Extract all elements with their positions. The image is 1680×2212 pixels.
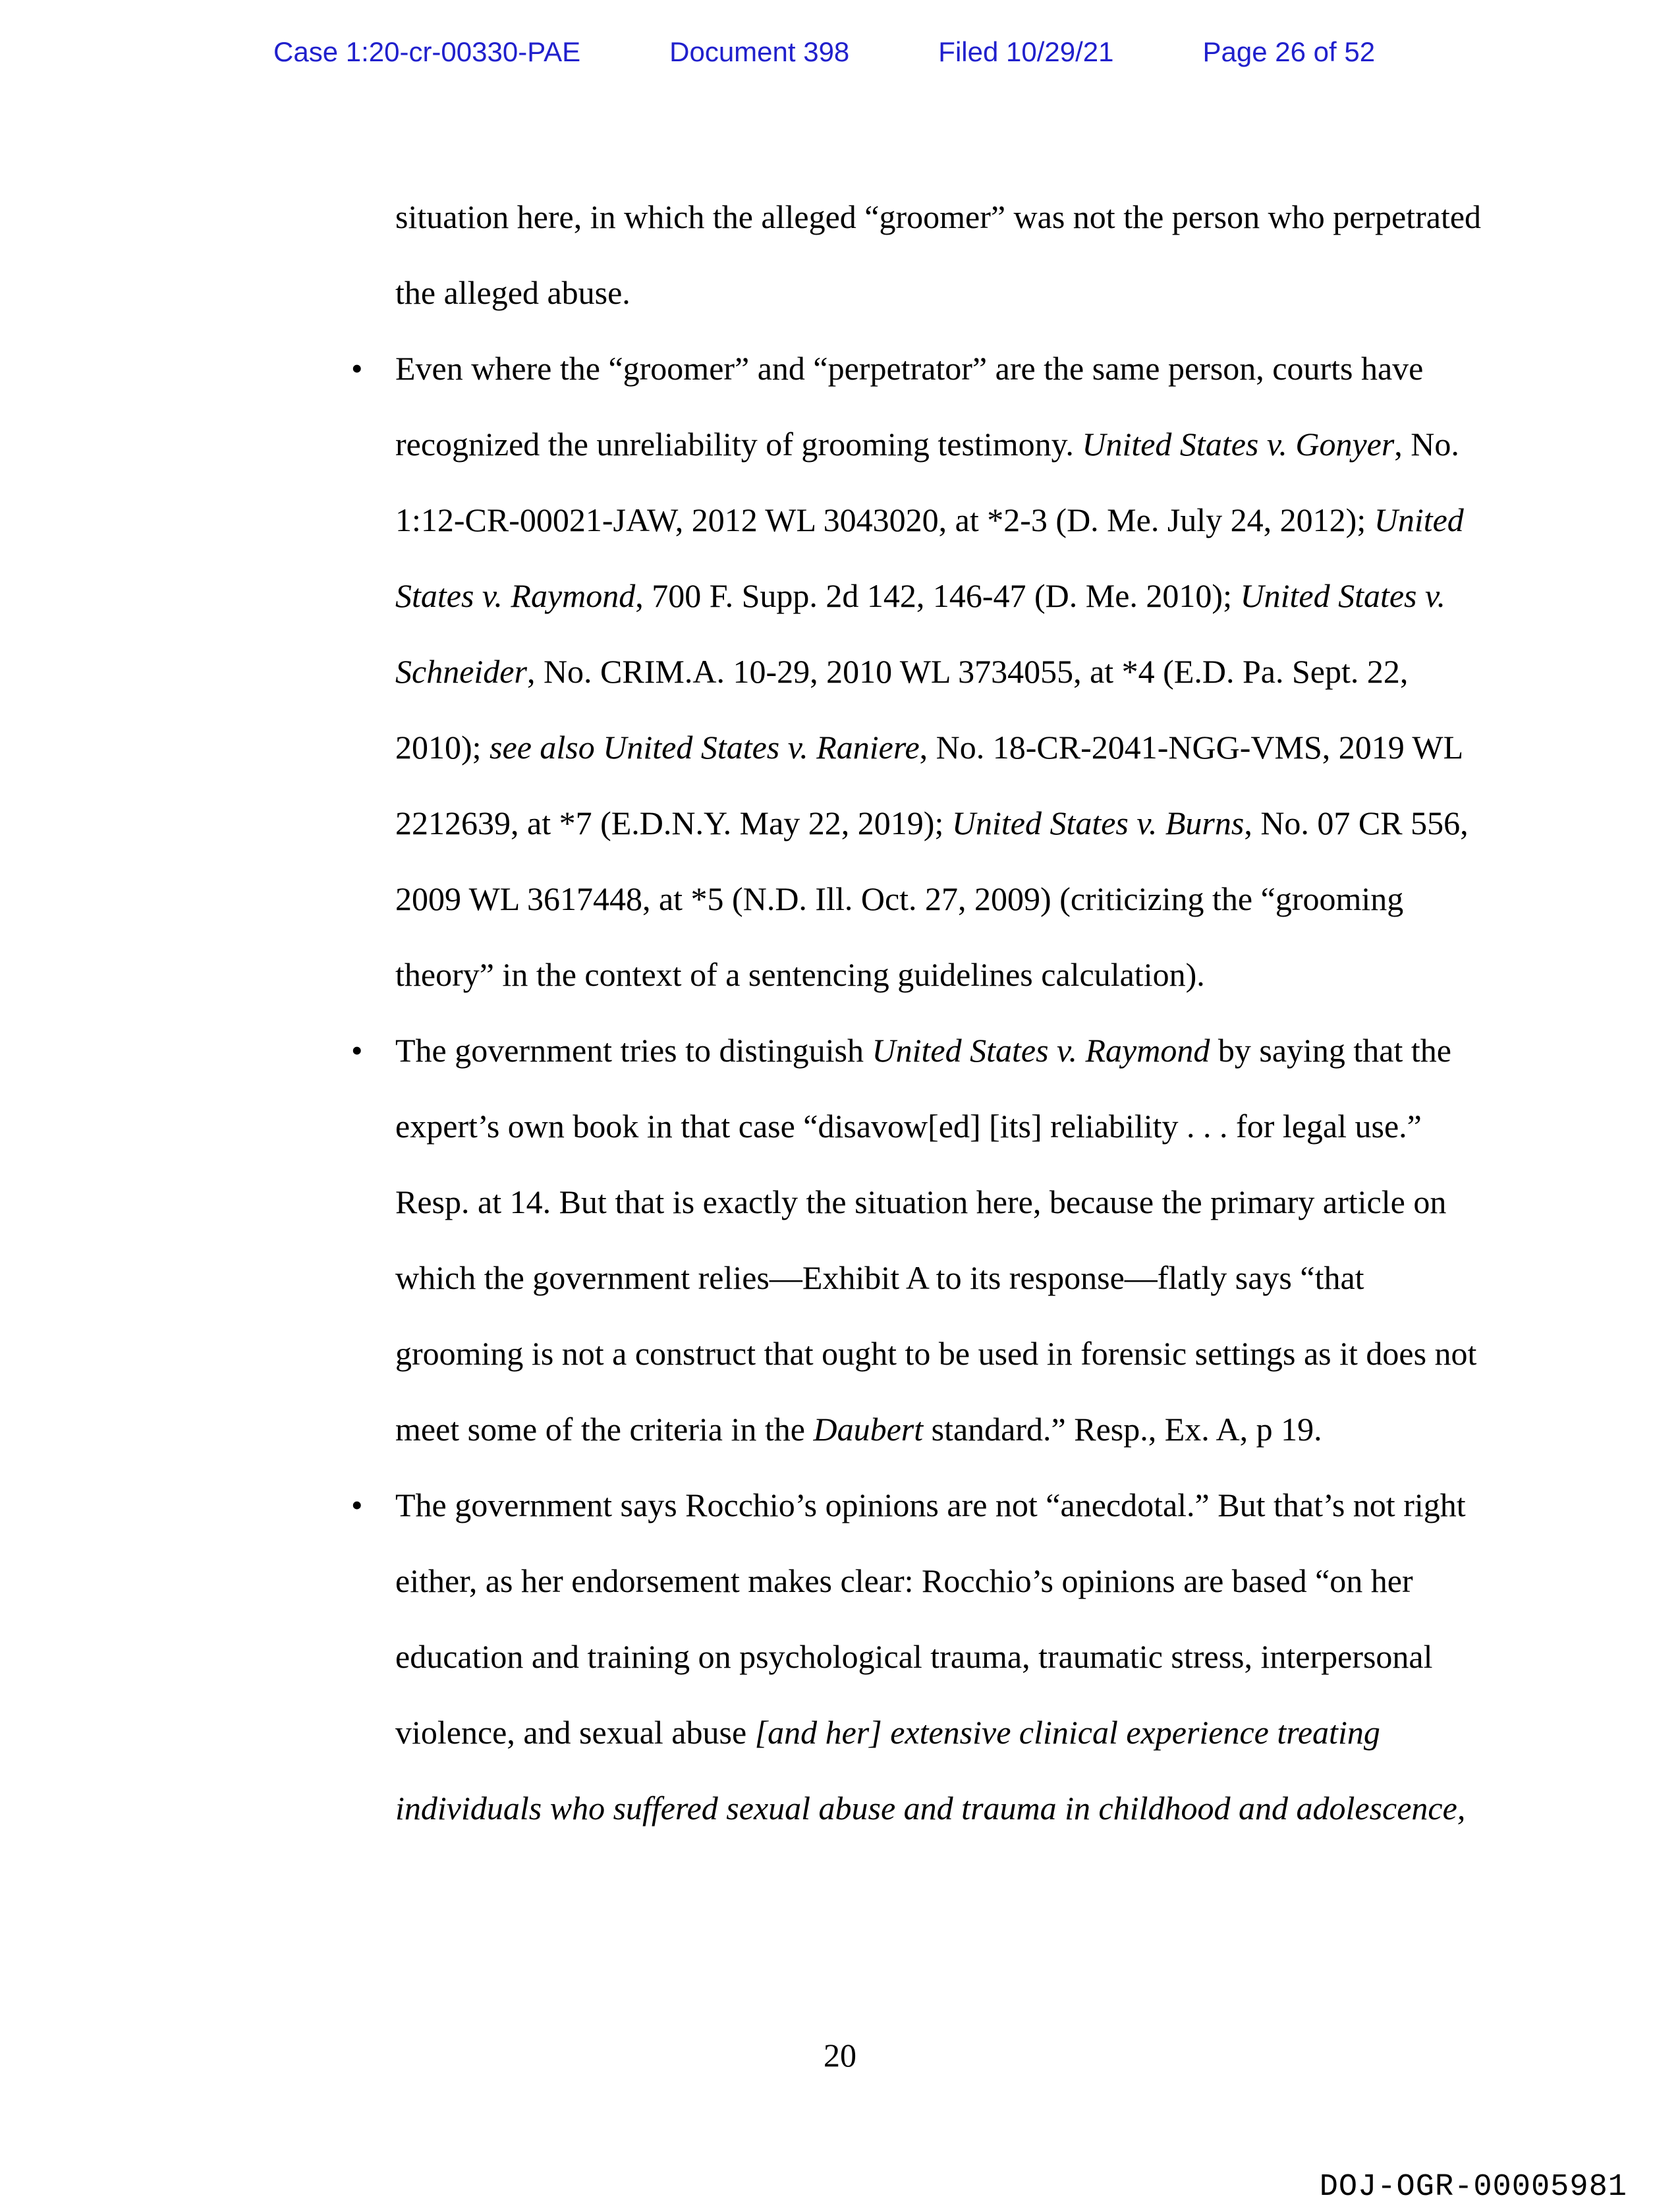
text-segment: grooming is not a construct that ought to be used in forensic settings as it does not xyxy=(395,1335,1477,1372)
text-segment: which the government relies—Exhibit A to its response—flatly says “that xyxy=(395,1259,1364,1296)
text-segment: 2212639, at *7 (E.D.N.Y. May 22, 2019); xyxy=(395,805,952,841)
italic-text-segment: Daubert xyxy=(813,1411,924,1448)
text-line xyxy=(395,1543,1515,1619)
text-line xyxy=(395,785,1515,861)
text-line xyxy=(395,1164,1515,1240)
italic-text-segment: individuals who suffered sexual abuse and trauma in childhood and adolescence, xyxy=(395,1790,1466,1827)
ecf-stamp-header xyxy=(273,37,1375,67)
text-segment: the alleged abuse. xyxy=(395,274,630,311)
filed-date: Filed 10/29/21 xyxy=(938,36,1114,67)
italic-text-segment: United States v. xyxy=(1240,577,1445,614)
text-line xyxy=(395,1771,1515,1846)
text-segment: violence, and sexual abuse xyxy=(395,1714,755,1751)
text-line xyxy=(395,558,1515,634)
italic-text-segment: United States v. Burns xyxy=(951,805,1245,841)
body-text xyxy=(351,179,1515,1846)
text-line xyxy=(395,1316,1515,1392)
text-line xyxy=(395,1695,1515,1771)
document-number: Document 398 xyxy=(669,36,850,67)
italic-text-segment: Schneider xyxy=(395,653,527,690)
text-line xyxy=(351,1013,1515,1089)
text-line xyxy=(395,1089,1515,1164)
page-number: 20 xyxy=(824,2037,856,2074)
text-line xyxy=(351,331,1515,407)
text-line xyxy=(395,179,1515,255)
text-segment: education and training on psychological trauma, traumatic stress, interpersonal xyxy=(395,1638,1433,1675)
text-segment: Even where the “groomer” and “perpetrator” are the same person, courts have xyxy=(395,350,1424,387)
italic-text-segment: United States v. Raymond xyxy=(872,1032,1210,1069)
text-segment: either, as her endorsement makes clear: Rocchio’s opinions are based “on her xyxy=(395,1562,1413,1599)
italic-text-segment: States v. Raymond xyxy=(395,577,636,614)
text-segment: standard.” Resp., Ex. A, p 19. xyxy=(923,1411,1322,1448)
text-segment: , 700 F. Supp. 2d 142, 146-47 (D. Me. 2010); xyxy=(635,577,1241,614)
text-line xyxy=(351,1467,1515,1543)
bullet-marker: • xyxy=(351,350,363,387)
text-segment: 2009 WL 3617448, at *5 (N.D. Ill. Oct. 27, 2009) (criticizing the “grooming xyxy=(395,880,1404,917)
text-line xyxy=(395,937,1515,1013)
text-segment: 2010); xyxy=(395,729,490,766)
text-segment: , No. xyxy=(1394,426,1459,463)
text-segment: by saying that the xyxy=(1210,1032,1451,1069)
text-segment: Resp. at 14. But that is exactly the situation here, because the primary article on xyxy=(395,1183,1447,1220)
text-segment: theory” in the context of a sentencing guidelines calculation). xyxy=(395,956,1205,993)
text-segment: , No. 18-CR-2041-NGG-VMS, 2019 WL xyxy=(919,729,1464,766)
italic-text-segment: United xyxy=(1374,501,1464,538)
text-line xyxy=(395,861,1515,937)
italic-text-segment: [and her] extensive clinical experience treating xyxy=(754,1714,1380,1751)
text-line xyxy=(395,634,1515,710)
stamp-page-count: Page 26 of 52 xyxy=(1202,36,1376,67)
bullet-marker: • xyxy=(351,1032,363,1069)
text-segment: , No. CRIM.A. 10-29, 2010 WL 3734055, at *4 (E.D. Pa. Sept. 22, xyxy=(526,653,1409,690)
text-line xyxy=(395,1392,1515,1467)
text-line xyxy=(395,255,1515,331)
text-segment: The government says Rocchio’s opinions are not “anecdotal.” But that’s not right xyxy=(395,1487,1466,1523)
text-segment: The government tries to distinguish xyxy=(395,1032,872,1069)
text-segment: , No. 07 CR 556, xyxy=(1244,805,1469,841)
text-line xyxy=(395,407,1515,482)
text-segment: expert’s own book in that case “disavow[ed] [its] reliability . . . for legal use.” xyxy=(395,1108,1422,1145)
text-segment: situation here, in which the alleged “groomer” was not the person who perpetrated xyxy=(395,198,1482,235)
text-segment: meet some of the criteria in the xyxy=(395,1411,814,1448)
bates-number: DOJ-OGR-00005981 xyxy=(1319,2170,1627,2205)
text-segment: recognized the unreliability of grooming testimony. xyxy=(395,426,1082,463)
text-line xyxy=(395,1619,1515,1695)
text-line xyxy=(395,710,1515,785)
italic-text-segment: see also United States v. Raniere xyxy=(490,729,920,766)
text-line xyxy=(395,1240,1515,1316)
text-line xyxy=(395,482,1515,558)
italic-text-segment: United States v. Gonyer xyxy=(1082,426,1395,463)
text-segment: 1:12-CR-00021-JAW, 2012 WL 3043020, at *2-3 (D. Me. July 24, 2012); xyxy=(395,501,1374,538)
bullet-marker: • xyxy=(351,1487,363,1523)
case-number: Case 1:20-cr-00330-PAE xyxy=(273,36,581,67)
